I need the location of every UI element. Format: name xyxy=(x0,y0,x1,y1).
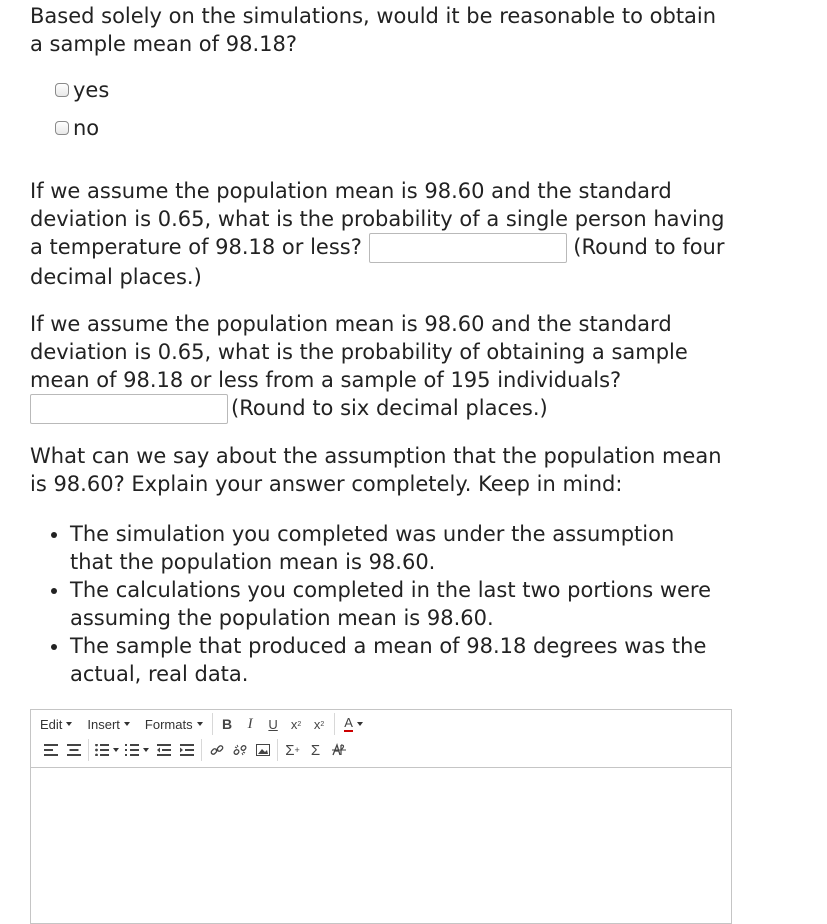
superscript-icon[interactable]: x 2 xyxy=(313,716,325,732)
yes-checkbox[interactable] xyxy=(55,83,69,97)
question-2 xyxy=(30,177,730,291)
math-insert-icon[interactable]: Σ + xyxy=(285,741,300,759)
chevron-down-icon xyxy=(66,722,72,726)
image-icon[interactable] xyxy=(252,739,273,761)
chevron-down-icon xyxy=(197,722,203,726)
link-icon[interactable] xyxy=(206,739,227,761)
align-center-icon[interactable] xyxy=(63,739,84,761)
option-no-label: no xyxy=(73,116,100,140)
question-4-text: What can we say about the assumption that the population mean is 98.60? Explain your answer completely. Keep in mind: xyxy=(30,444,722,496)
question-3-answer-input[interactable] xyxy=(30,394,228,424)
outdent-icon[interactable] xyxy=(153,739,174,761)
question-2-answer-input[interactable] xyxy=(369,233,567,263)
text-color-icon[interactable]: A xyxy=(339,713,369,735)
editor-toolbar xyxy=(31,710,731,768)
rich-text-editor xyxy=(30,709,732,924)
list-item: • The sample that produced a mean of 98.18 degrees was the actual, real data. xyxy=(70,632,720,688)
italic-icon[interactable]: I xyxy=(247,715,253,732)
indent-icon[interactable] xyxy=(176,739,197,761)
no-checkbox[interactable] xyxy=(55,121,69,135)
question-2-text: If we assume the population mean is 98.60 and the standard deviation is 0.65, what is the probability of a single person having a temperature of 98.18 or less? xyxy=(30,179,725,259)
option-yes[interactable] xyxy=(55,78,109,102)
sigma-icon[interactable]: Σ xyxy=(310,741,321,759)
question-3-rounding-note: (Round to six decimal places.) xyxy=(231,396,548,420)
numbered-list-icon[interactable] xyxy=(123,739,151,761)
question-2-rounding-note: (Round to four decimal places.) xyxy=(30,235,725,289)
chevron-down-icon xyxy=(124,722,130,726)
toolbar-divider xyxy=(88,739,89,761)
formats-menu-label: Formats xyxy=(144,716,193,732)
align-left-icon[interactable] xyxy=(40,739,61,761)
strikethrough-special-icon[interactable] xyxy=(328,739,349,761)
toolbar-divider xyxy=(201,739,202,761)
question-3-text: If we assume the population mean is 98.60 and the standard deviation is 0.65, what is the probability of obtaining a sample mean of 98.18 or less from a sample of 195 individuals? xyxy=(30,312,688,392)
edit-menu-label: Edit xyxy=(40,716,63,732)
reminder-list xyxy=(30,520,720,688)
option-yes-label: yes xyxy=(73,78,110,102)
question-3 xyxy=(30,310,730,424)
list-item: • The simulation you completed was under the assumption that the population mean is 98.60. xyxy=(70,520,720,576)
toolbar-divider xyxy=(277,739,278,761)
unlink-icon[interactable] xyxy=(229,739,250,761)
formats-menu[interactable] xyxy=(136,717,209,732)
question-1-text: Based solely on the simulations, would it be reasonable to obtain a sample mean of 98.18? xyxy=(30,4,717,56)
insert-menu[interactable] xyxy=(78,717,136,732)
subscript-icon[interactable]: x 2 xyxy=(290,716,302,732)
edit-menu[interactable] xyxy=(31,717,78,732)
bullet-list-icon[interactable] xyxy=(93,739,121,761)
insert-menu-label: Insert xyxy=(87,716,120,732)
bold-icon[interactable]: B xyxy=(222,716,233,732)
underline-icon[interactable]: U xyxy=(268,716,278,732)
toolbar-divider xyxy=(334,713,335,735)
option-no[interactable] xyxy=(55,116,99,140)
toolbar-divider xyxy=(212,713,213,735)
editor-text-area[interactable] xyxy=(31,767,731,923)
list-item: • The calculations you completed in the last two portions were assuming the population mean is 98.60. xyxy=(70,576,720,632)
